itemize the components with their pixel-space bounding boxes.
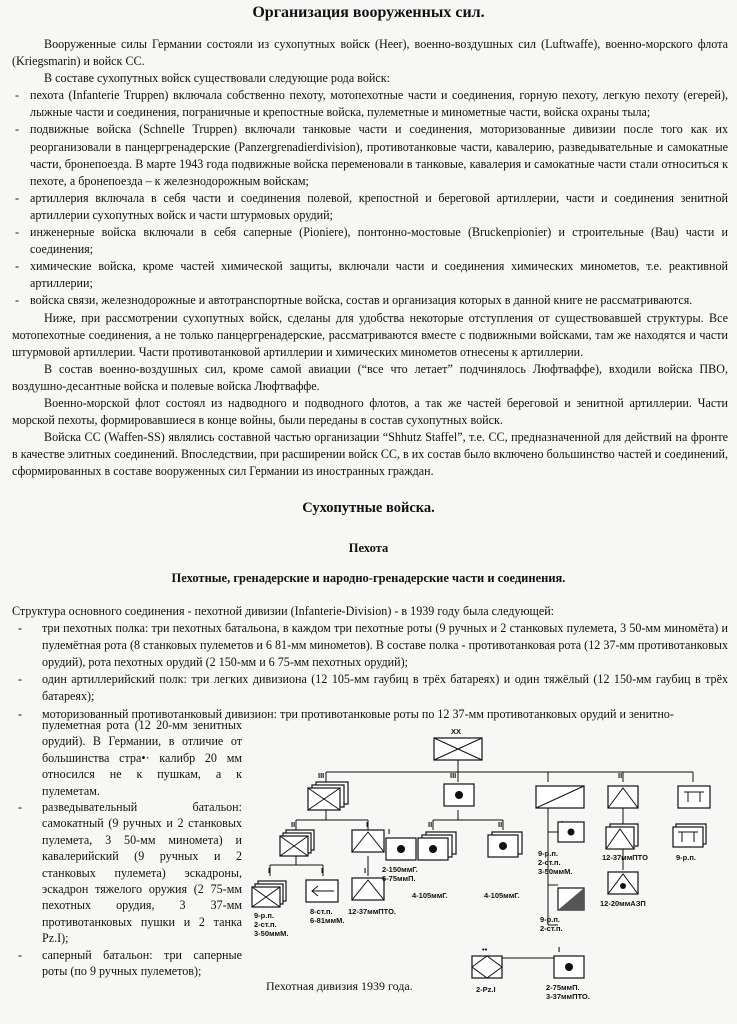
svg-text:9-р.п.: 9-р.п. [676, 853, 696, 862]
list-item: - инженерные войска включали в себя саперные (Pioniere), понтонно-мостовые (Bruckenpionier) и строительные (Bau) части и соединения; [12, 224, 728, 258]
svg-text:••: •• [482, 945, 488, 954]
svg-text:4-105ммГ.: 4-105ммГ. [484, 891, 520, 900]
list-item: - три пехотных полка: три пехотных батальона, в каждом три пехотные роты (9 ручных и 2 станковых пулемета, 3 50-мм миномёта) и пулемётная рота (8 станковых пулеметов и 6 81-мм минометов). В составе полка - противотанковая рота (12 37-мм противотанковых орудий), рота пехотных орудий (2 150-мм и 6 75-мм пехотных орудий); [12, 620, 728, 671]
intro-section [12, 36, 728, 480]
svg-text:II: II [498, 820, 503, 829]
diagram-caption: Пехотная дивизия 1939 года. [266, 979, 413, 993]
list-item: - саперный батальон: три саперные роты (по 9 ручных пулеметов); [12, 947, 242, 980]
list-item: - химические войска, кроме частей химической защиты, включали части и соединения химических минометов, т.е. реактивной артиллерии; [12, 258, 728, 292]
svg-text:2-Pz.I: 2-Pz.I [476, 985, 496, 994]
machinegun-company-symbol [306, 866, 344, 925]
division-structure-text [12, 603, 728, 723]
org-chart-diagram [248, 720, 733, 1020]
svg-text:9-р.п.: 9-р.п. [254, 911, 274, 920]
svg-text:I: I [364, 866, 367, 875]
list-item: - моторизованный противотанковый дивизион: три противотанковые роты по 12 37-мм противотанковых орудий и зенитно- [12, 706, 728, 723]
paragraph: Вооруженные силы Германии состояли из сухопутных войск (Heer), военно-воздушных сил (Luftwaffe), военно-морского флота (Kriegsmarin) и войск СС. [12, 37, 728, 69]
list-item: - артиллерия включала в себя части и соединения полевой, крепостной и береговой артиллерии, части и соединения зенитной артиллерии сухопутных войск и части штурмовых орудий; [12, 190, 728, 224]
svg-text:8-ст.п.: 8-ст.п. [310, 907, 333, 916]
subsubsection-heading: Пехотные, гренадерские и народно-гренадерские части и соединения. [171, 571, 566, 585]
list-item: - один артиллерийский полк: три легких дивизиона (12 105-мм гаубиц в трёх батареях) и один тяжёлый (12 150-мм гаубиц в трёх батареях); [12, 671, 728, 705]
list-item: - пехота (Infanterie Truppen) включала собственно пехоту, мотопехотные части и соединения, горную пехоту, легкую пехоту (егерей), лыжные части и соединения, пограничные и крепостные войска, пулеметные и минометные части, войска охраны тыла; [12, 87, 728, 121]
antitank-battalion-symbol [600, 771, 648, 908]
svg-text:12-37ммПТО.: 12-37ммПТО. [348, 907, 396, 916]
paragraph: Ниже, при рассмотрении сухопутных войск, сделаны для удобства некоторые отступления от существовавшей структуры. Все мотопехотные соединения, а не только панцергренадерские, рассматриваются вместе с подвижными войсками, там же находятся и части штурмовой артиллерии. Части противотанковой артиллерии и химических минометов отнесены к артиллерии. [12, 310, 728, 359]
paragraph: Военно-морской флот состоял из надводного и подводного флотов, а так же частей береговой и зенитной артиллерии. Части морской пехоты, формировавшиеся в конце войны, были переданы в состав сухопутных войск. [12, 395, 728, 428]
list-item: - подвижные войска (Schnelle Truppen) включали танковые части и соединения, моторизованные дивизии после того как их реорганизовали в панцергренадерские (Panzergrenadierdivision), противотанковые части, кавалерию, разведывательные и самокатные части, бронепоезда. В марте 1943 года подвижные войска переменовали в танковые, кавалерия и самокатные части стали относиться к пехоте, а бронепоезда – к железнодорожным войскам; [12, 121, 728, 189]
artillery-regiment-symbol [444, 771, 474, 806]
list-item: - войска связи, железнодорожные и автотранспортные войска, состав и организация которых в данной книге не рассматриваются. [12, 292, 728, 309]
svg-text:3-50ммМ.: 3-50ммМ. [254, 929, 289, 938]
recon-battalion-symbol [536, 786, 584, 933]
sapper-battalion-symbol [673, 786, 710, 862]
svg-text:III: III [450, 771, 457, 780]
svg-text:II: II [291, 820, 296, 829]
svg-text:9-р.п.: 9-р.п. [538, 849, 558, 858]
svg-text:II: II [618, 771, 623, 780]
list-item: - разведывательный батальон: самокатный (9 ручных и 2 станковых пулемета, 3 50-мм миномета) и кавалерийский (9 ручных и 2 станковых пулемета) эскадроны, эскадрон тяжелого оружия (2 75-мм пехотных орудия, 3 37-мм противотанковых пушки и 2 танка Pz.I); [12, 799, 242, 947]
infantry-company-symbol [252, 866, 288, 938]
antitank-company-symbol [352, 820, 384, 852]
infantry-regiment-symbol [308, 771, 348, 810]
svg-text:2-ст.п.: 2-ст.п. [254, 920, 277, 929]
paragraph: Войска СС (Waffen-SS) являлись составной частью организации “Shhutz Staffel”, т.е. СС, предназначенной для действий на фронте в качестве элитных соединений. Впоследствии, при расширении войск СС, в их состав было включено большинство частей и соединений, сформированных в составе вооруженных сил Германии из иностранных граждан. [12, 430, 728, 479]
svg-text:4-105ммГ.: 4-105ммГ. [412, 891, 448, 900]
svg-text:3-37ммПТО.: 3-37ммПТО. [546, 992, 590, 1001]
svg-text:I: I [366, 820, 369, 829]
svg-text:12-20ммАЗП: 12-20ммАЗП [600, 899, 646, 908]
svg-text:2-75ммП.: 2-75ммП. [546, 983, 580, 992]
svg-text:12-37ммПТО: 12-37ммПТО [602, 853, 648, 862]
section-heading: Сухопутные войска. [302, 500, 435, 516]
light-artillery-battalion-symbol [412, 820, 456, 900]
svg-text:I: I [268, 866, 271, 875]
svg-text:XX: XX [451, 727, 462, 736]
infantry-gun-company-symbol [382, 827, 418, 883]
division-symbol [434, 727, 482, 760]
heavy-artillery-battalion-symbol [484, 820, 522, 900]
svg-text:I: I [321, 866, 324, 875]
subsection-heading: Пехота [348, 541, 389, 555]
svg-text:3-50ммМ.: 3-50ммМ. [538, 867, 573, 876]
svg-text:6-75ммП.: 6-75ммП. [382, 874, 416, 883]
paragraph: В составе сухопутных войск существовали следующие рода войск: [44, 71, 390, 86]
paragraph: В состав военно-воздушных сил, кроме самой авиации (“все что летает” подчинялось Люфтваффе), входили войска ПВО, воздушно-десантные войска и полевые войска Люфтваффе. [12, 361, 728, 393]
tank-platoon-symbol [472, 945, 502, 994]
heavy-weapons-squadron-symbol [546, 945, 590, 1001]
left-column-text [12, 717, 242, 980]
svg-text:2-ст.п.: 2-ст.п. [538, 858, 561, 867]
page-title: Организация вооруженных сил. [252, 4, 485, 21]
svg-text:I: I [388, 827, 391, 836]
svg-text:6-81ммМ.: 6-81ммМ. [310, 916, 345, 925]
svg-text:9-р.п.: 9-р.п. [540, 915, 560, 924]
svg-text:2-150ммГ.: 2-150ммГ. [382, 865, 418, 874]
list-item-continuation: пулеметная рота (12 20-мм зенитных орудий). В Германии, в отличие от большинства стра•· калибр 20 мм относился не к пушкам, а к пулеметам. [42, 718, 242, 798]
svg-text:III: III [318, 771, 325, 780]
svg-text:I: I [558, 945, 561, 954]
svg-text:II: II [428, 820, 433, 829]
infantry-battalion-symbol [280, 820, 314, 856]
svg-text:2-ст.п.: 2-ст.п. [540, 924, 563, 933]
paragraph: Структура основного соединения - пехотной дивизии (Infanterie-Division) - в 1939 году была следующей: [12, 604, 555, 618]
